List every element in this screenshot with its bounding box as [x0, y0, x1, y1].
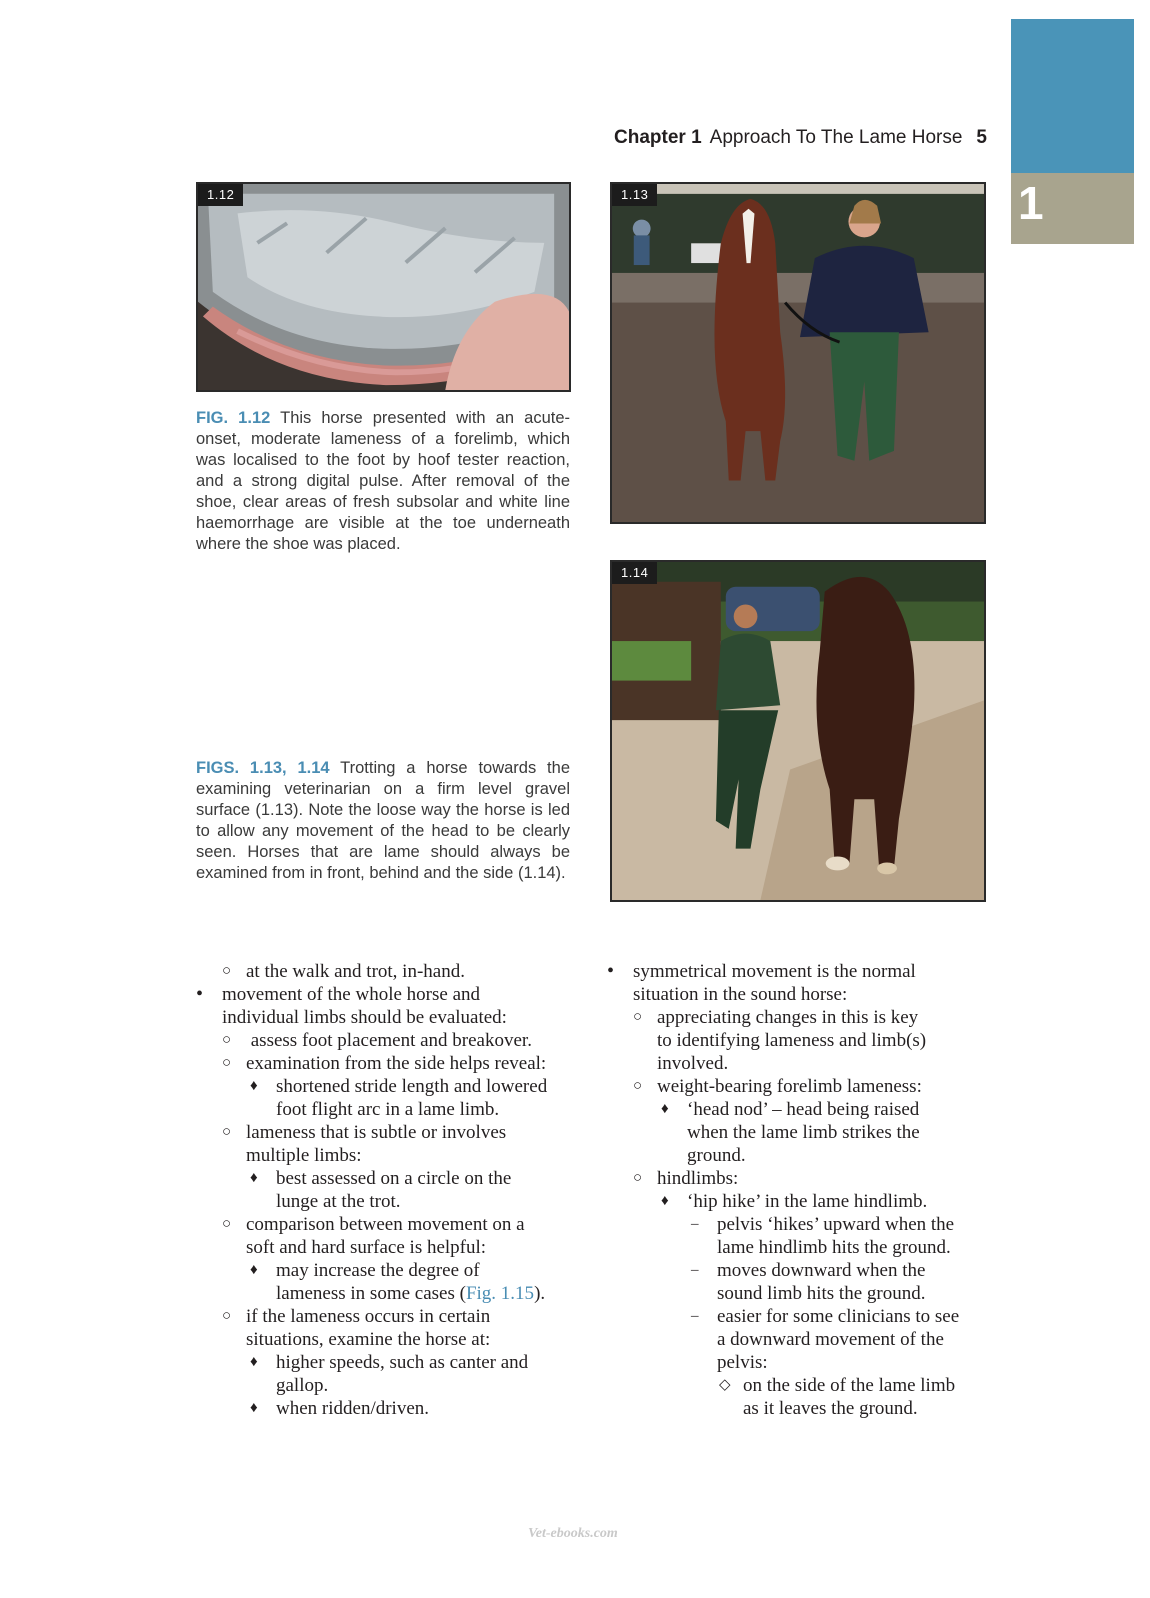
line-text: sound limb hits the ground. — [717, 1283, 926, 1304]
line-text: easier for some clinicians to see — [717, 1306, 960, 1327]
chapter-tab-number: 1 — [1018, 177, 1044, 229]
line-text: ‘hip hike’ in the lame hindlimb. — [687, 1191, 928, 1212]
line-text: gallop. — [276, 1375, 329, 1396]
bullet-marker: ♦ — [250, 1262, 258, 1278]
text-line — [607, 1190, 997, 1213]
figure-reference: FIG. 1.12 — [196, 409, 271, 427]
text-line — [607, 1121, 997, 1144]
page-number: 5 — [976, 127, 987, 148]
line-text: hindlimbs: — [657, 1168, 739, 1189]
line-text: individual limbs should be evaluated: — [222, 1007, 507, 1028]
chapter-tab-blue — [1011, 19, 1134, 173]
caption-fig-1-12 — [196, 408, 570, 555]
left-text-column — [196, 960, 586, 1420]
bullet-marker: ♦ — [250, 1354, 258, 1370]
line-text: comparison between movement on a — [246, 1214, 525, 1235]
horse-trot-behind-photo — [612, 562, 984, 900]
line-text: weight-bearing forelimb lameness: — [657, 1076, 922, 1097]
bullet-marker: – — [691, 1308, 699, 1324]
text-line — [607, 983, 997, 1006]
line-text: appreciating changes in this is key — [657, 1007, 919, 1028]
line-text: situation in the sound horse: — [633, 984, 848, 1005]
text-line — [196, 1282, 586, 1305]
line-text: situations, examine the horse at: — [246, 1329, 491, 1350]
line-text: multiple limbs: — [246, 1145, 362, 1166]
line-text: at the walk and trot, in-hand. — [246, 961, 465, 982]
line-text: moves downward when the — [717, 1260, 926, 1281]
text-line — [196, 1351, 586, 1374]
text-line — [607, 1167, 997, 1190]
bullet-marker: ♦ — [661, 1101, 669, 1117]
text-line — [196, 1374, 586, 1397]
text-line — [607, 1098, 997, 1121]
bullet-marker: ○ — [633, 1078, 643, 1094]
line-text: examination from the side helps reveal: — [246, 1053, 547, 1074]
figure-label: 1.14 — [612, 562, 657, 584]
figure-label: 1.13 — [612, 184, 657, 206]
line-text: symmetrical movement is the normal — [633, 961, 916, 982]
text-line — [196, 1236, 586, 1259]
text-line — [196, 960, 586, 983]
text-line — [607, 1374, 997, 1397]
text-line — [196, 1190, 586, 1213]
bullet-marker: ♦ — [250, 1400, 258, 1416]
running-head — [614, 127, 987, 149]
hoof-sole-photo — [198, 184, 569, 390]
text-line — [607, 1075, 997, 1098]
caption-figs-1-13-1-14 — [196, 758, 570, 884]
figure-1-13 — [610, 182, 986, 524]
line-text: foot flight arc in a lame limb. — [276, 1099, 500, 1120]
text-line — [607, 1213, 997, 1236]
line-text: may increase the degree of — [276, 1260, 480, 1281]
bullet-marker: ♦ — [250, 1170, 258, 1186]
chapter-title: Approach To The Lame Horse — [709, 127, 963, 148]
text-line — [196, 1305, 586, 1328]
line-text: involved. — [657, 1053, 729, 1074]
line-text: soft and hard surface is helpful: — [246, 1237, 487, 1258]
line-text: if the lameness occurs in certain — [246, 1306, 491, 1327]
footer-watermark: Vet-ebooks.com — [528, 1526, 618, 1541]
bullet-marker: – — [691, 1262, 699, 1278]
text-line — [607, 1397, 997, 1420]
bullet-marker: ♦ — [661, 1193, 669, 1209]
text-line — [196, 1144, 586, 1167]
bullet-marker: ○ — [633, 1009, 643, 1025]
line-text: lame hindlimb hits the ground. — [717, 1237, 951, 1258]
text-line — [196, 1328, 586, 1351]
text-line — [196, 1098, 586, 1121]
figure-link[interactable]: Fig. 1.15 — [465, 1283, 535, 1304]
text-line — [196, 1052, 586, 1075]
text-line — [607, 960, 997, 983]
line-text: a downward movement of the — [717, 1329, 944, 1350]
text-line — [607, 1052, 997, 1075]
line-text: shortened stride length and lowered — [276, 1076, 548, 1097]
line-text: ‘head nod’ – head being raised — [687, 1099, 920, 1120]
text-line — [196, 1397, 586, 1420]
text-line — [196, 1006, 586, 1029]
figure-reference: FIGS. 1.13, 1.14 — [196, 759, 330, 777]
text-line — [607, 1029, 997, 1052]
line-text: ground. — [687, 1145, 746, 1166]
text-line — [607, 1259, 997, 1282]
line-text: pelvis ‘hikes’ upward when the — [717, 1214, 955, 1235]
bullet-marker: ◇ — [719, 1377, 731, 1393]
bullet-marker: ○ — [222, 963, 232, 979]
horse-trot-front-photo — [612, 184, 984, 522]
text-line — [196, 1213, 586, 1236]
caption-text: Trotting a horse towards the examining veterinarian on a firm level gravel surface (1.13). Note the loose way the horse is led to allow any movement of the head to be clearly seen. Horses that are lame should always be examined from in front, behind and the side (1.14). — [196, 759, 570, 882]
text-line — [607, 1305, 997, 1328]
bullet-marker: ○ — [633, 1170, 643, 1186]
line-text: when ridden/driven. — [276, 1398, 430, 1419]
line-text: when the lame limb strikes the — [687, 1122, 920, 1143]
line-text: assess foot placement and breakover. — [246, 1030, 532, 1051]
chapter-label: Chapter 1 — [614, 127, 702, 148]
bullet-marker: ♦ — [250, 1078, 258, 1094]
bullet-marker: ○ — [222, 1124, 232, 1140]
bullet-marker: ○ — [222, 1216, 232, 1232]
text-line — [196, 1167, 586, 1190]
line-text: movement of the whole horse and — [222, 984, 481, 1005]
bullet-marker: • — [607, 960, 615, 982]
text-line — [607, 1282, 997, 1305]
line-text: lunge at the trot. — [276, 1191, 401, 1212]
right-text-column — [607, 960, 997, 1420]
text-line — [196, 1029, 586, 1052]
line-text: lameness that is subtle or involves — [246, 1122, 507, 1143]
text-line — [607, 1328, 997, 1351]
bullet-marker: • — [196, 983, 204, 1005]
text-line — [607, 1351, 997, 1374]
text-line — [196, 1259, 586, 1282]
bullet-marker: ○ — [222, 1032, 232, 1048]
figure-1-12 — [196, 182, 571, 392]
figure-1-14 — [610, 560, 986, 902]
text-line — [196, 1075, 586, 1098]
bullet-marker: ○ — [222, 1308, 232, 1324]
line-text-after-link: ). — [534, 1283, 546, 1304]
bullet-marker: – — [691, 1216, 699, 1232]
text-line — [607, 1144, 997, 1167]
line-text: to identifying lameness and limb(s) — [657, 1030, 927, 1051]
text-line — [607, 1006, 997, 1029]
caption-text: This horse presented with an acute-onset, moderate lameness of a forelimb, which was localised to the foot by hoof tester reaction, and a strong digital pulse. After removal of the shoe, clear areas of fresh subsolar and white line haemorrhage are visible at the toe underneath where the shoe was placed. — [196, 409, 570, 553]
figure-label: 1.12 — [198, 184, 243, 206]
text-line — [196, 1121, 586, 1144]
line-text: best assessed on a circle on the — [276, 1168, 512, 1189]
line-text: lameness in some cases ( — [276, 1283, 466, 1304]
bullet-marker: ○ — [222, 1055, 232, 1071]
text-line — [607, 1236, 997, 1259]
line-text: higher speeds, such as canter and — [276, 1352, 529, 1373]
line-text: on the side of the lame limb — [743, 1375, 956, 1396]
line-text: as it leaves the ground. — [743, 1398, 918, 1419]
text-line — [196, 983, 586, 1006]
line-text: pelvis: — [717, 1352, 768, 1373]
